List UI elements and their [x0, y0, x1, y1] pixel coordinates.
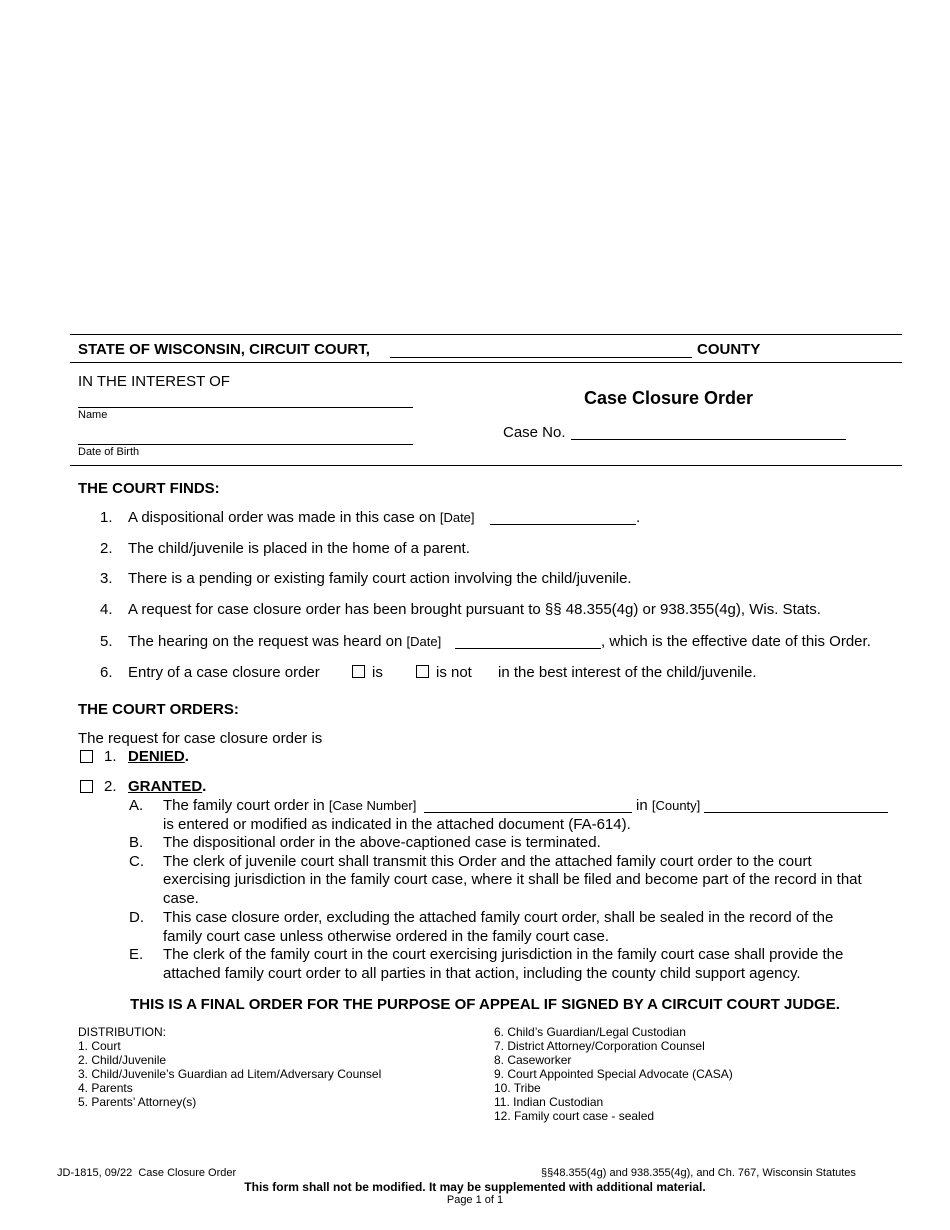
distribution-item: 4. Parents — [78, 1081, 133, 1095]
header-top-rule — [70, 334, 902, 335]
header-bottom-rule — [70, 465, 902, 466]
name-label: Name — [78, 409, 108, 421]
dob-label: Date of Birth — [78, 446, 140, 458]
finding-1-date-field[interactable] — [490, 524, 636, 525]
finding-6-is-label: is — [372, 664, 383, 681]
finding-6-is-checkbox[interactable] — [352, 665, 365, 678]
finding-5-date-tag: [Date] — [406, 634, 442, 649]
finding-6-is-not-checkbox[interactable] — [416, 665, 429, 678]
finding-5-date-field[interactable] — [455, 648, 601, 649]
sub-a-county-tag: [County] — [651, 798, 701, 813]
sub-a-case-tag: [Case Number] — [328, 798, 417, 813]
distribution-item: 6. Child’s Guardian/Legal Custodian — [494, 1025, 686, 1039]
case-no-field[interactable] — [571, 439, 846, 440]
denied-period: . — [184, 748, 189, 765]
sub-e-text1: The clerk of the family court in the court exercising jurisdiction in the family court case shall provide the — [163, 946, 844, 963]
sub-a-letter: A. — [129, 797, 144, 814]
finding-6-text: Entry of a case closure order — [128, 664, 320, 681]
orders-heading: THE COURT ORDERS: — [78, 701, 239, 718]
finding-6-tail: in the best interest of the child/juvenile. — [498, 664, 757, 681]
sub-c-text3: case. — [163, 890, 199, 907]
sub-d-text1: This case closure order, excluding the attached family court order, shall be sealed in the record of the — [163, 909, 834, 926]
sub-d-letter: D. — [129, 909, 144, 926]
sub-c-letter: C. — [129, 853, 144, 870]
granted-period: . — [202, 778, 207, 795]
distribution-item: 10. Tribe — [494, 1081, 541, 1095]
sub-e-letter: E. — [129, 946, 144, 963]
finding-1-num: 1. — [100, 509, 113, 526]
sub-a-county — [636, 797, 700, 815]
court-line: STATE OF WISCONSIN, CIRCUIT COURT, — [78, 341, 370, 358]
county-field[interactable] — [390, 357, 692, 358]
sub-c-text2: exercising jurisdiction in the family court case, where it shall be filed and become part of the record in that — [163, 871, 862, 888]
dob-field[interactable] — [78, 444, 413, 445]
footer-form-id: JD-1815, 09/22 Case Closure Order — [57, 1167, 237, 1179]
distribution-item: 5. Parents’ Attorney(s) — [78, 1095, 197, 1109]
finding-5-text: The hearing on the request was heard on — [128, 633, 403, 650]
distribution-item: 3. Child/Juvenile’s Guardian ad Litem/Adversary Counsel — [78, 1067, 382, 1081]
case-no-label: Case No. — [503, 424, 566, 441]
county-label: COUNTY — [697, 341, 761, 358]
finding-1-text: A dispositional order was made in this case on — [128, 509, 436, 526]
sub-a-line1 — [163, 797, 416, 815]
footer-notice: This form shall not be modified. It may be supplemented with additional material. — [244, 1180, 706, 1194]
header-mid-rule — [70, 362, 902, 363]
distribution-item: 12. Family court case - sealed — [494, 1109, 655, 1123]
sub-b-letter: B. — [129, 834, 144, 851]
footer-page: Page 1 of 1 — [446, 1194, 504, 1206]
finding-3-num: 3. — [100, 570, 113, 587]
orders-intro: The request for case closure order is — [78, 730, 323, 747]
distribution-item: 1. Court — [78, 1039, 121, 1053]
finding-4-num: 4. — [100, 601, 113, 618]
sub-c-text1: The clerk of juvenile court shall transmit this Order and the attached family court order to the court — [163, 853, 812, 870]
sub-a-case-number-field[interactable] — [424, 812, 632, 813]
interest-label: IN THE INTEREST OF — [78, 373, 230, 390]
granted-checkbox[interactable] — [80, 780, 93, 793]
distribution-item: 11. Indian Custodian — [494, 1095, 604, 1109]
finding-6-num: 6. — [100, 664, 113, 681]
denied-label: DENIED — [128, 748, 185, 765]
finding-1-date-tag: [Date] — [439, 510, 475, 525]
sub-a-text1: The family court order in — [163, 797, 325, 814]
distribution-heading: DISTRIBUTION: — [78, 1025, 167, 1039]
sub-a-county-field[interactable] — [704, 812, 888, 813]
distribution-item: 7. District Attorney/Corporation Counsel — [494, 1039, 705, 1053]
findings-heading: THE COURT FINDS: — [78, 480, 220, 497]
finding-2-text: The child/juvenile is placed in the home of a parent. — [128, 540, 470, 557]
finding-3-text: There is a pending or existing family court action involving the child/juvenile. — [128, 570, 632, 587]
sub-d-text2: family court case unless otherwise ordered in the family court case. — [163, 928, 610, 945]
footer-statutes: §§48.355(4g) and 938.355(4g), and Ch. 767, Wisconsin Statutes — [541, 1167, 856, 1179]
denied-checkbox[interactable] — [80, 750, 93, 763]
denied-option — [128, 748, 189, 766]
granted-option — [128, 778, 206, 796]
final-order-notice: THIS IS A FINAL ORDER FOR THE PURPOSE OF APPEAL IF SIGNED BY A CIRCUIT COURT JUDGE. — [130, 996, 840, 1013]
distribution-item: 9. Court Appointed Special Advocate (CASA) — [494, 1067, 733, 1081]
sub-a-in: in — [636, 797, 648, 814]
sub-b-text: The dispositional order in the above-captioned case is terminated. — [163, 834, 601, 851]
finding-4-text: A request for case closure order has been brought pursuant to §§ 48.355(4g) or 938.355(4g), Wis. Stats. — [128, 601, 821, 618]
finding-1 — [128, 509, 475, 527]
denied-num: 1. — [104, 748, 117, 765]
form-title: Case Closure Order — [584, 388, 754, 408]
finding-5-tail: , which is the effective date of this Order. — [601, 633, 871, 650]
granted-num: 2. — [104, 778, 117, 795]
name-field[interactable] — [78, 407, 413, 408]
distribution-left — [78, 1025, 381, 1109]
finding-5-num: 5. — [100, 633, 113, 650]
granted-label: GRANTED — [128, 778, 203, 795]
finding-2-num: 2. — [100, 540, 113, 557]
finding-6-is-not-label: is not — [436, 664, 472, 681]
finding-1-tail: . — [636, 509, 641, 526]
distribution-item: 2. Child/Juvenile — [78, 1053, 167, 1067]
finding-5 — [128, 633, 441, 651]
sub-a-text2: is entered or modified as indicated in the attached document (FA-614). — [163, 816, 631, 833]
sub-e-text2: attached family court order to all parties in that action, including the county child support agency. — [163, 965, 801, 982]
distribution-right — [494, 1025, 733, 1123]
distribution-item: 8. Caseworker — [494, 1053, 572, 1067]
